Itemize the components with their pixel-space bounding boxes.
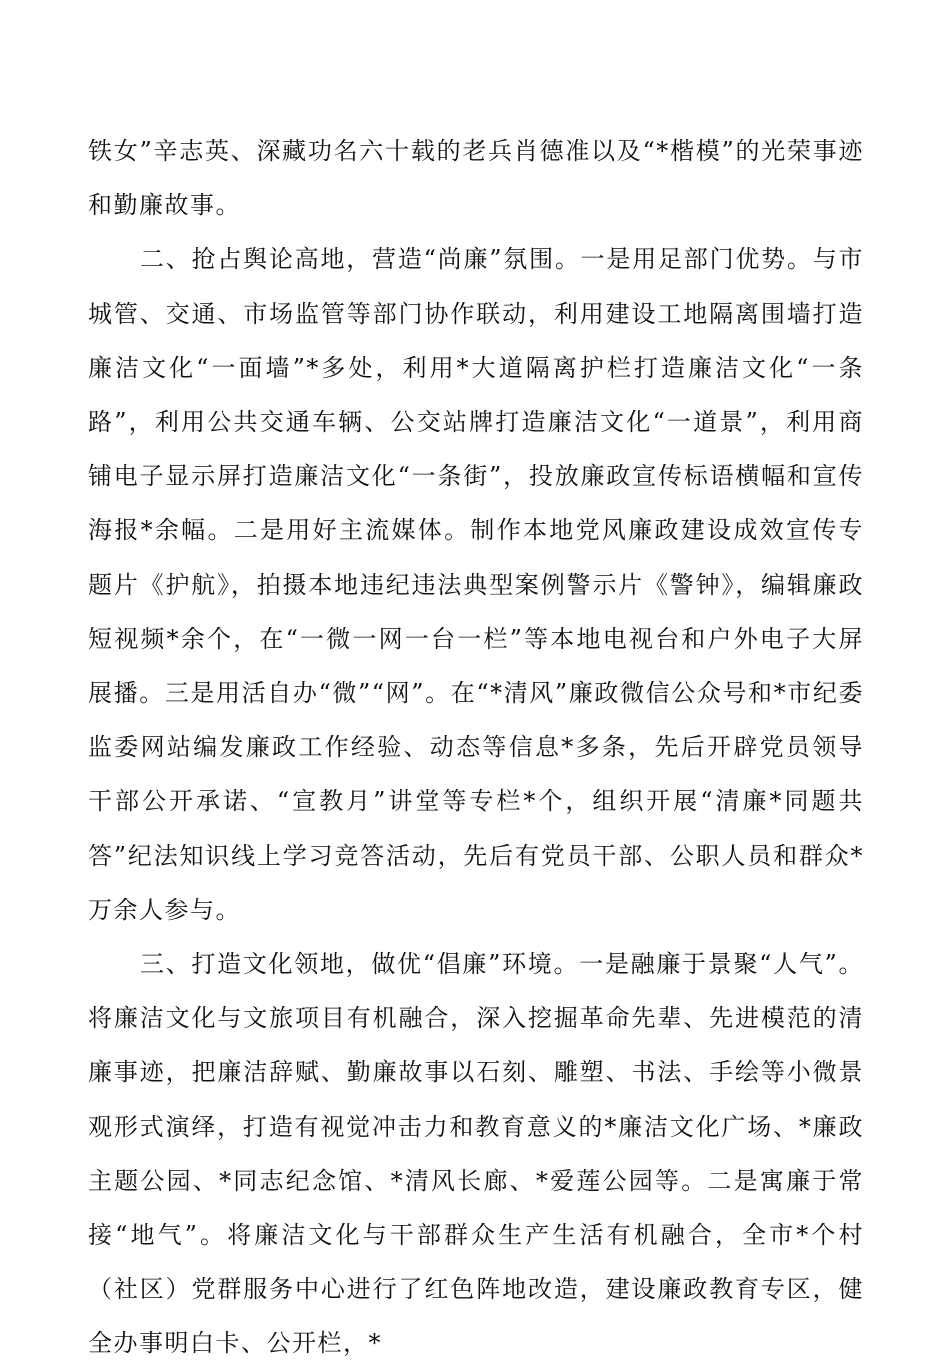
document-page	[88, 124, 864, 1371]
paragraph-section-two: 二、抢占舆论高地，营造“尚廉”氛围。一是用足部门优势。与市城管、交通、市场监管等部门协作联动，利用建设工地隔离围墙打造廉洁文化“一面墙”*多处，利用*大道隔离护栏打造廉洁文化“一条路”，利用公共交通车辆、公交站牌打造廉洁文化“一道景”，利用商铺电子显示屏打造廉洁文化“一条街”，投放廉政宣传标语横幅和宣传海报*余幅。二是用好主流媒体。制作本地党风廉政建设成效宣传专题片《护航》，拍摄本地违纪违法典型案例警示片《警钟》，编辑廉政短视频*余个，在“一微一网一台一栏”等本地电视台和户外电子大屏展播。三是用活自办“微”“网”。在“*清风”廉政微信公众号和*市纪委监委网站编发廉政工作经验、动态等信息*多条，先后开辟党员领导干部公开承诺、“宣教月”讲堂等专栏*个，组织开展“清廉*同题共答”纪法知识线上学习竞答活动，先后有党员干部、公职人员和群众*万余人参与。	[88, 245, 864, 924]
paragraph-section-three: 三、打造文化领地，做优“倡廉”环境。一是融廉于景聚“人气”。将廉洁文化与文旅项目有机融合，深入挖掘革命先辈、先进模范的清廉事迹，把廉洁辞赋、勤廉故事以石刻、雕塑、书法、手绘等小微景观形式演绎，打造有视觉冲击力和教育意义的*廉洁文化广场、*廉政主题公园、*同志纪念馆、*清风长廊、*爱莲公园等。二是寓廉于常接“地气”。将廉洁文化与干部群众生产生活有机融合，全市*个村（社区）党群服务中心进行了红色阵地改造，建设廉政教育专区，健全办事明白卡、公开栏，*	[88, 950, 864, 1358]
paragraph-continuation: 铁女”辛志英、深藏功名六十载的老兵肖德准以及“*楷模”的光荣事迹和勤廉故事。	[88, 137, 864, 220]
